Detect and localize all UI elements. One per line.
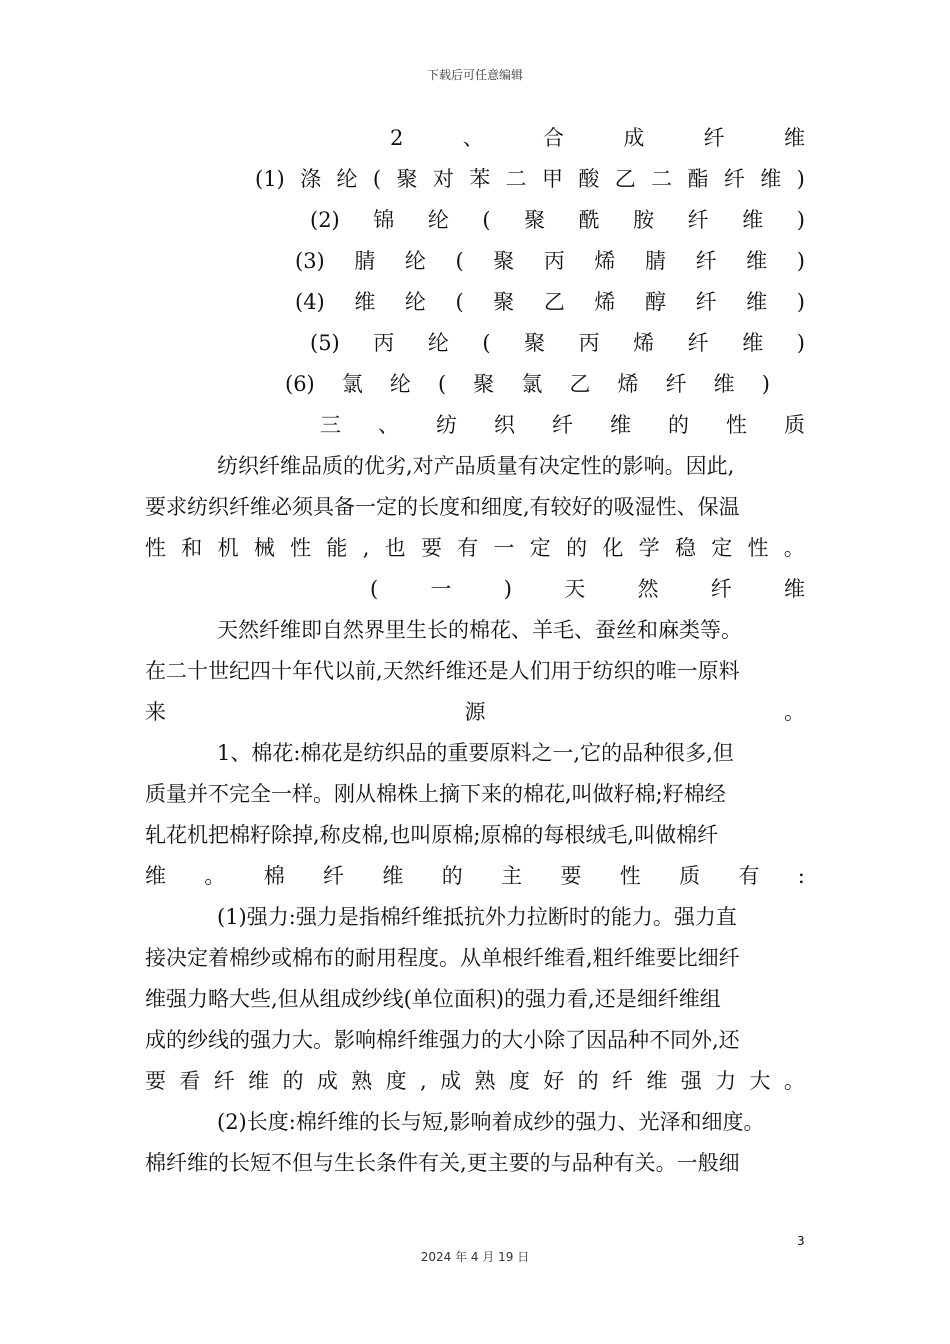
- text-token: ): [796, 167, 805, 191]
- text-token: (3): [295, 249, 325, 273]
- text-token: 醇: [645, 290, 666, 314]
- text-token: 维: [646, 1069, 668, 1093]
- text-token: (: [370, 577, 379, 601]
- text-token: 三: [320, 413, 341, 437]
- text-token: 性: [726, 413, 747, 437]
- text-token: 、: [378, 413, 399, 437]
- text-token: 成: [623, 126, 645, 150]
- text-token: 烯: [617, 372, 639, 396]
- text-token: 纶: [404, 249, 426, 273]
- paragraph-line: 轧花机把棉籽除掉,称皮棉,也叫原棉;原棉的每根绒毛,叫做棉纤: [145, 823, 719, 847]
- text-token: (2): [310, 208, 340, 232]
- text-token: (: [455, 290, 464, 314]
- text-token: (4): [295, 290, 325, 314]
- text-token: 聚: [396, 167, 418, 191]
- text-token: 腈: [354, 249, 376, 273]
- paragraph-line: [145, 856, 805, 897]
- text-token: 纤: [552, 413, 573, 437]
- text-token: 性: [290, 536, 312, 560]
- text-token: ): [796, 249, 805, 273]
- text-token: 纤: [710, 577, 732, 601]
- text-token: 度: [385, 1069, 407, 1093]
- text-token: 2: [390, 126, 404, 150]
- text-token: 纤: [695, 290, 717, 314]
- text-token: 有: [738, 864, 760, 888]
- text-line: [145, 118, 805, 159]
- document-body: [145, 118, 805, 1184]
- text-token: 成: [440, 1069, 462, 1093]
- text-token: 纶: [389, 372, 411, 396]
- text-token: 主: [501, 864, 523, 888]
- text-token: 。: [783, 536, 805, 560]
- text-token: 的: [566, 536, 588, 560]
- paragraph-line: 成的纱线的强力大。影响棉纤维强力的大小除了因品种不同外,还: [145, 1028, 740, 1052]
- text-token: 纤: [695, 249, 717, 273]
- text-token: ): [796, 208, 805, 232]
- text-token: 。: [784, 700, 805, 724]
- text-token: (: [437, 372, 447, 396]
- text-token: 纤: [665, 372, 687, 396]
- text-line: [145, 200, 805, 241]
- text-token: 学: [638, 536, 660, 560]
- text-token: ): [761, 372, 770, 396]
- text-line: [145, 241, 805, 282]
- text-token: 酰: [578, 208, 600, 232]
- text-token: 纤: [703, 126, 725, 150]
- text-token: 源: [464, 700, 486, 724]
- text-line: [145, 159, 805, 200]
- page-header: 下载后可任意编辑: [426, 68, 523, 82]
- text-token: 要: [145, 1069, 166, 1093]
- text-token: 聚: [473, 372, 495, 396]
- text-token: (: [482, 331, 491, 355]
- text-token: 腈: [645, 249, 666, 273]
- text-token: 械: [253, 536, 275, 560]
- text-token: 维: [742, 208, 764, 232]
- text-token: 纶: [427, 331, 449, 355]
- paragraph-line: [145, 692, 805, 733]
- text-token: 维: [746, 249, 768, 273]
- text-token: 成: [316, 1069, 338, 1093]
- text-token: ): [796, 331, 805, 355]
- text-token: 和: [181, 536, 203, 560]
- text-token: 一: [493, 536, 515, 560]
- text-token: 棉: [263, 864, 285, 888]
- section-heading: [145, 569, 805, 610]
- paragraph-line: [145, 1061, 805, 1102]
- text-token: 纤: [723, 167, 745, 191]
- text-token: (: [455, 249, 464, 273]
- text-token: 维: [713, 372, 735, 396]
- text-token: 氯: [341, 372, 363, 396]
- page-footer: 2024 年 4 月 19 日: [420, 1250, 530, 1264]
- text-token: 化: [602, 536, 624, 560]
- text-line: [145, 323, 805, 364]
- text-token: 要: [560, 864, 582, 888]
- text-token: 烯: [633, 331, 655, 355]
- text-token: 天: [564, 577, 586, 601]
- text-token: 纶: [427, 208, 449, 232]
- text-token: 来: [145, 700, 166, 724]
- paragraph-line: 1、棉花:棉花是纺织品的重要原料之一,它的品种很多,但: [217, 741, 734, 765]
- paragraph-line: 天然纤维即自然界里生长的棉花、羊毛、蚕丝和麻类等。: [217, 618, 742, 642]
- text-token: 对: [432, 167, 454, 191]
- text-token: ,: [420, 1069, 427, 1093]
- text-token: 锦: [373, 208, 395, 232]
- text-token: 维: [248, 1069, 270, 1093]
- text-token: 。: [783, 1069, 805, 1093]
- text-token: 的: [282, 1069, 304, 1093]
- section-heading: [145, 405, 805, 446]
- paragraph-line: 接决定着棉纱或棉布的耐用程度。从单根纤维看,粗纤维要比细纤: [145, 946, 740, 970]
- text-token: 纤: [687, 331, 709, 355]
- text-token: 一: [430, 577, 452, 601]
- text-token: 力: [715, 1069, 737, 1093]
- text-token: 纺: [436, 413, 457, 437]
- text-token: 苯: [469, 167, 491, 191]
- paragraph-line: 纺织纤维品质的优劣,对产品质量有决定性的影响。因此,: [217, 454, 735, 478]
- text-token: 质: [679, 864, 701, 888]
- text-token: ,: [362, 536, 370, 560]
- text-token: (5): [310, 331, 340, 355]
- text-token: 甲: [541, 167, 563, 191]
- text-token: 定: [529, 536, 551, 560]
- text-token: 烯: [594, 290, 616, 314]
- text-token: 纤: [213, 1069, 235, 1093]
- text-token: 织: [494, 413, 515, 437]
- text-token: 乙: [543, 290, 565, 314]
- text-line: [145, 364, 805, 405]
- paragraph-line: 棉纤维的长短不但与生长条件有关,更主要的与品种有关。一般细: [145, 1151, 740, 1175]
- text-token: 维: [742, 331, 764, 355]
- text-token: 丙: [373, 331, 395, 355]
- text-token: 要: [420, 536, 442, 560]
- text-token: 的: [668, 413, 689, 437]
- text-line: [145, 282, 805, 323]
- text-token: 涤: [300, 167, 322, 191]
- text-token: 有: [457, 536, 479, 560]
- text-token: 烯: [594, 249, 616, 273]
- text-token: 丙: [543, 249, 565, 273]
- text-token: 的: [441, 864, 463, 888]
- text-token: 酸: [578, 167, 600, 191]
- text-token: ): [503, 577, 512, 601]
- paragraph-line: (2)长度:棉纤维的长与短,影响着成纱的强力、光泽和细度。: [217, 1110, 765, 1134]
- text-token: 维: [382, 864, 404, 888]
- paragraph-line: 维强力略大些,但从组成纱线(单位面积)的强力看,还是细纤维组: [145, 987, 721, 1011]
- text-token: (: [372, 167, 382, 191]
- text-token: 二: [505, 167, 527, 191]
- text-token: 质: [784, 413, 805, 437]
- text-token: (: [482, 208, 491, 232]
- text-token: 性: [747, 536, 769, 560]
- text-token: 聚: [493, 290, 515, 314]
- paragraph-line: [145, 528, 805, 569]
- text-token: 维: [783, 126, 805, 150]
- text-token: 看: [179, 1069, 201, 1093]
- text-token: 、: [462, 126, 484, 150]
- text-token: 熟: [474, 1069, 496, 1093]
- text-token: 二: [651, 167, 673, 191]
- text-token: 维: [784, 577, 805, 601]
- text-token: 纤: [611, 1069, 633, 1093]
- text-token: 纤: [323, 864, 345, 888]
- text-token: 大: [749, 1069, 771, 1093]
- text-token: 维: [760, 167, 782, 191]
- text-token: 性: [145, 536, 166, 560]
- text-token: 维: [746, 290, 768, 314]
- text-token: 熟: [351, 1069, 373, 1093]
- text-token: 维: [610, 413, 631, 437]
- text-token: 合: [543, 126, 564, 150]
- text-token: 机: [217, 536, 239, 560]
- text-token: ): [796, 290, 805, 314]
- text-token: 丙: [578, 331, 600, 355]
- text-token: 纶: [404, 290, 426, 314]
- paragraph-line: 在二十世纪四十年代以前,天然纤维还是人们用于纺织的唯一原料: [145, 659, 740, 683]
- text-token: 能: [326, 536, 348, 560]
- text-token: 维: [354, 290, 376, 314]
- paragraph-line: 要求纺织纤维必须具备一定的长度和细度,有较好的吸湿性、保温: [145, 495, 740, 519]
- paragraph-line: 质量并不完全一样。刚从棉株上摘下来的棉花,叫做籽棉;籽棉经: [145, 782, 726, 806]
- text-token: 胺: [633, 208, 655, 232]
- text-token: 定: [711, 536, 733, 560]
- text-token: :: [797, 864, 805, 888]
- text-token: 聚: [524, 331, 546, 355]
- text-token: 强: [680, 1069, 702, 1093]
- text-token: 酯: [687, 167, 709, 191]
- text-token: (1): [255, 167, 285, 191]
- text-token: 纶: [336, 167, 358, 191]
- text-token: 聚: [524, 208, 546, 232]
- text-token: 乙: [614, 167, 636, 191]
- text-token: 的: [577, 1069, 599, 1093]
- text-token: 纤: [687, 208, 709, 232]
- text-token: 度: [508, 1069, 530, 1093]
- text-token: 。: [204, 864, 226, 888]
- text-token: 乙: [569, 372, 591, 396]
- text-token: 维: [145, 864, 166, 888]
- text-token: 性: [619, 864, 641, 888]
- text-token: 然: [637, 577, 659, 601]
- paragraph-line: (1)强力:强力是指棉纤维抵抗外力拉断时的能力。强力直: [217, 905, 737, 929]
- text-token: 氯: [521, 372, 543, 396]
- page-number: 3: [797, 1234, 805, 1248]
- text-token: 聚: [493, 249, 515, 273]
- text-token: (6): [285, 372, 315, 396]
- text-token: 好: [543, 1069, 565, 1093]
- text-token: 稳: [674, 536, 696, 560]
- text-token: 也: [384, 536, 406, 560]
